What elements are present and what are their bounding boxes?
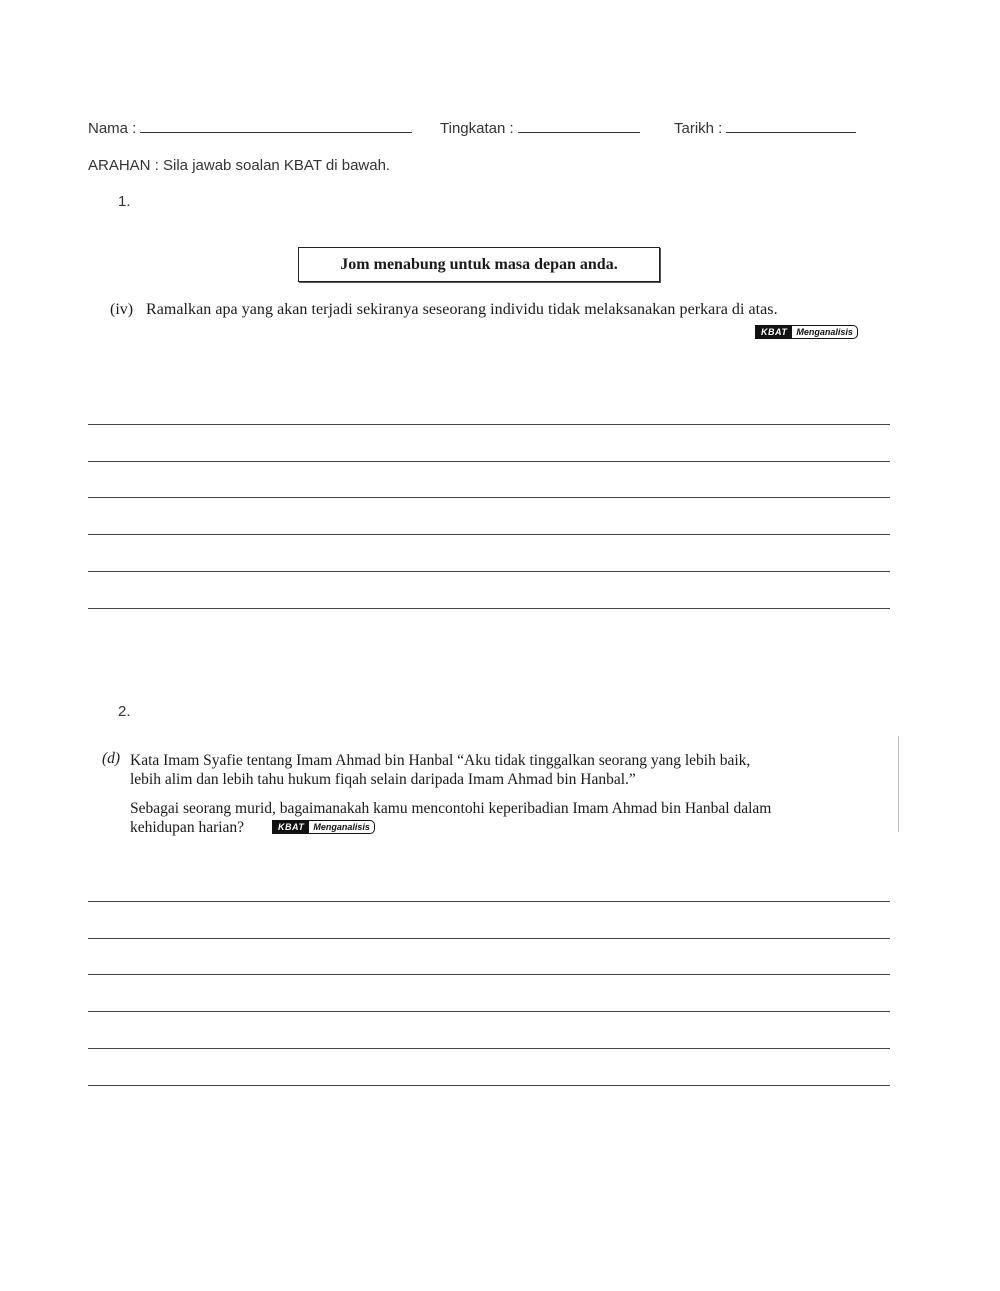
- question-1-kbat-badge: [755, 325, 858, 339]
- question-2-text-line-3: Sebagai seorang murid, bagaimanakah kamu mencontohi keperibadian Imam Ahmad bin Hanbal dalam: [130, 800, 772, 817]
- answer-line[interactable]: [88, 497, 890, 498]
- answer-line[interactable]: [88, 534, 890, 535]
- tingkatan-label: Tingkatan :: [440, 120, 514, 137]
- answer-line[interactable]: [88, 1085, 890, 1086]
- instruction: ARAHAN : Sila jawab soalan KBAT di bawah.: [88, 157, 391, 174]
- question-2-kbat-badge: [272, 820, 375, 834]
- name-blank[interactable]: [140, 118, 412, 133]
- answer-line[interactable]: [88, 1048, 890, 1049]
- question-1-text: Ramalkan apa yang akan terjadi sekiranya seseorang individu tidak melaksanakan perkara di atas.: [146, 301, 778, 318]
- answer-line[interactable]: [88, 424, 890, 425]
- scan-edge-divider: [898, 736, 899, 832]
- answer-line[interactable]: [88, 571, 890, 572]
- kbat-tag: KBAT: [273, 821, 309, 833]
- name-field[interactable]: [88, 118, 412, 137]
- tarikh-label: Tarikh :: [674, 120, 723, 137]
- name-label: Nama :: [88, 120, 137, 137]
- kbat-tag: KBAT: [756, 326, 792, 338]
- question-1-part-label: (iv): [110, 301, 134, 318]
- answer-line[interactable]: [88, 608, 890, 609]
- answer-line[interactable]: [88, 901, 890, 902]
- tingkatan-blank[interactable]: [518, 118, 640, 133]
- answer-line[interactable]: [88, 974, 890, 975]
- tarikh-field[interactable]: [674, 118, 856, 137]
- question-2-number: 2.: [118, 703, 131, 720]
- kbat-level: Menganalisis: [796, 327, 853, 337]
- answer-line[interactable]: [88, 1011, 890, 1012]
- tingkatan-field[interactable]: [440, 118, 640, 137]
- tarikh-blank[interactable]: [726, 118, 856, 133]
- answer-line[interactable]: [88, 461, 890, 462]
- question-2-text-line-4: kehidupan harian?: [130, 819, 245, 836]
- kbat-level: Menganalisis: [313, 822, 370, 832]
- answer-line[interactable]: [88, 938, 890, 939]
- question-1-boxed-text: Jom menabung untuk masa depan anda.: [298, 247, 660, 282]
- question-1-number: 1.: [118, 193, 131, 210]
- question-2-text-line-1: Kata Imam Syafie tentang Imam Ahmad bin Hanbal “Aku tidak tinggalkan seorang yang lebih baik,: [130, 752, 751, 769]
- question-2-text-line-2: lebih alim dan lebih tahu hukum fiqah selain daripada Imam Ahmad bin Hanbal.”: [130, 771, 636, 788]
- question-2-part-label: (d): [102, 750, 121, 767]
